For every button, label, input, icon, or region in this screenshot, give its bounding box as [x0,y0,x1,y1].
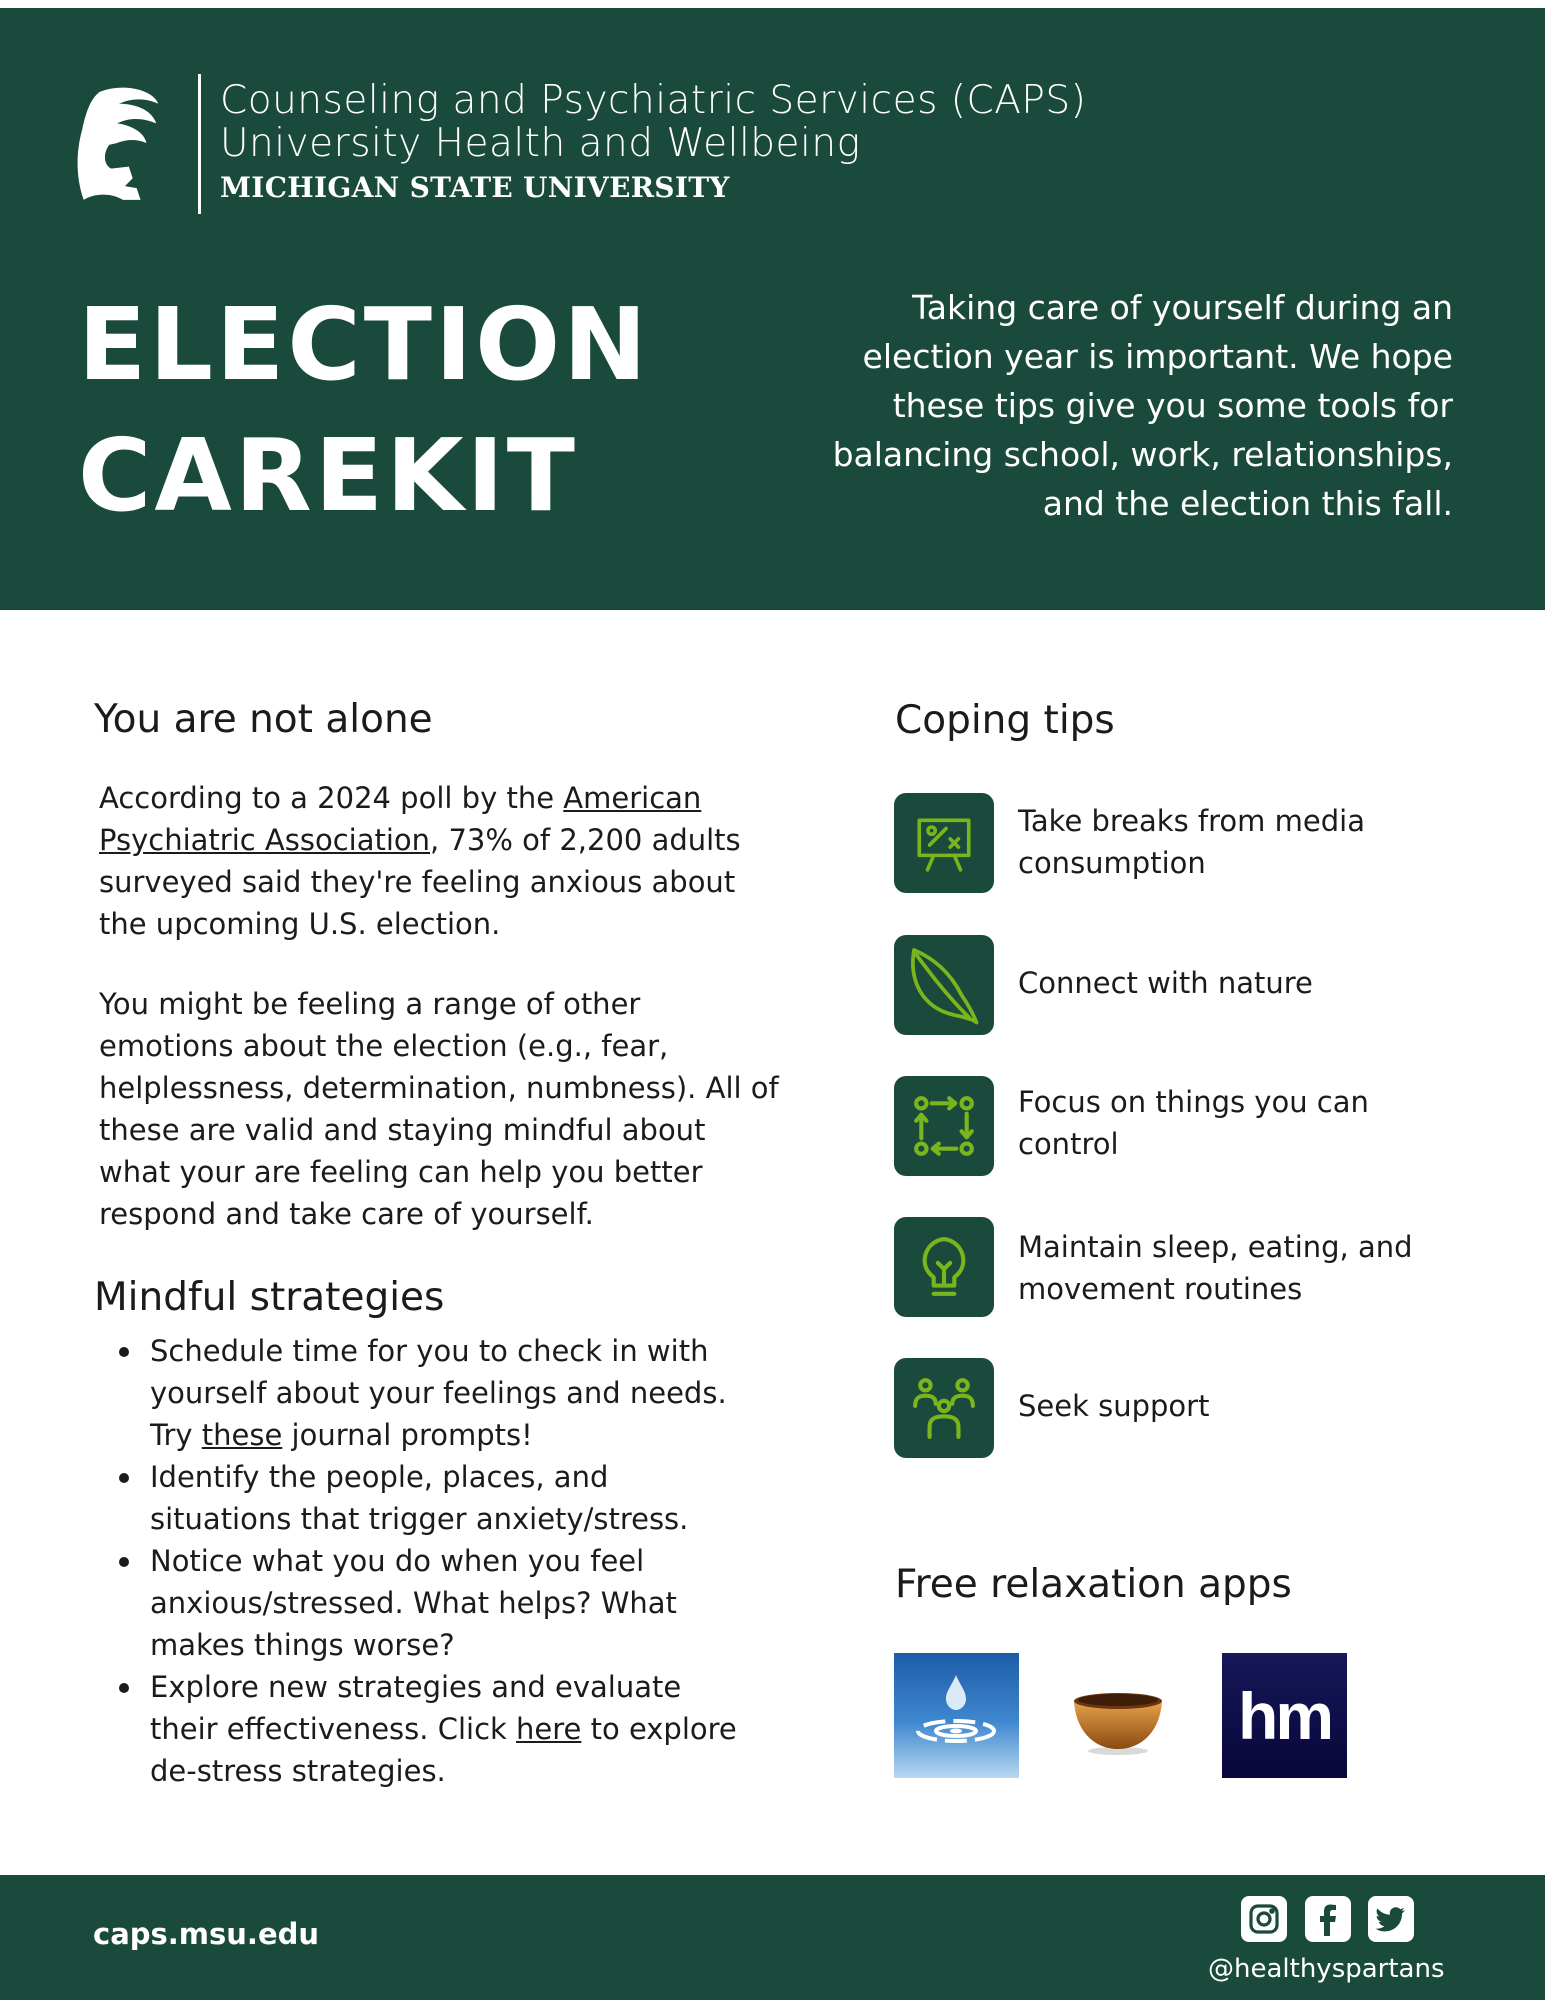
tip-text: Maintain sleep, eating, and movement routines [1018,1230,1413,1306]
emotions-paragraph: You might be feeling a range of other emotions about the election (e.g., fear, helplessness, determination, numbness). All of these are valid and staying mindful about what your are feeling can help you better respond and take care of yourself. [99,987,779,1231]
facebook-icon[interactable] [1305,1896,1351,1942]
apa-link[interactable]: American Psychiatric Association [99,781,702,857]
list-item: Identify the people, places, and situations that trigger anxiety/stress. [150,1456,750,1540]
poll-text: According to a 2024 poll by the [99,781,564,815]
tip-text: Focus on things you can control [1018,1085,1369,1161]
header-banner [0,8,1545,610]
water-drop-app-icon[interactable] [894,1653,1019,1778]
heading-not-alone: You are not alone [94,697,433,742]
page-title-line-1: ELECTION [78,286,650,403]
poll-paragraph [99,777,779,945]
journal-prompts-link[interactable]: these [201,1418,283,1452]
intro-line: and the election this fall. [1042,484,1453,523]
intro-line: election year is important. We hope [862,337,1453,376]
intro-line: balancing school, work, relationships, [832,435,1453,474]
list-item [150,1666,750,1792]
de-stress-link[interactable]: here [516,1712,582,1746]
website-link[interactable]: caps.msu.edu [93,1917,320,1951]
hm-logo-text: hm [1238,1678,1331,1753]
spartan-helmet-icon [70,84,168,202]
hm-app-icon[interactable] [1222,1653,1347,1778]
process-flow-icon [894,1076,994,1176]
list-item-text: to explore de-stress strategies. [150,1712,737,1788]
social-handle[interactable]: @healthyspartans [1208,1954,1445,1984]
intro-line: these tips give you some tools for [892,386,1453,425]
heading-mindful-strategies: Mindful strategies [94,1275,445,1320]
page-title-line-2: CAREKIT [78,417,579,534]
list-item-text: journal prompts! [282,1418,533,1452]
singing-bowl-app-icon[interactable] [1056,1653,1181,1778]
list-item: Notice what you do when you feel anxious/stressed. What helps? What makes things worse? [150,1540,750,1666]
list-item-text: Explore new strategies and evaluate their effectiveness. Click [150,1670,682,1746]
list-item [150,1330,750,1456]
logo-divider [198,74,201,214]
presentation-board-icon [894,793,994,893]
instagram-icon[interactable] [1241,1896,1287,1942]
list-item-text: Schedule time for you to check in with yourself about your feelings and needs. Try [150,1334,727,1452]
tip-text: Take breaks from media consumption [1018,804,1365,880]
intro-line: Taking care of yourself during an [912,288,1453,327]
tip-text: Connect with nature [1018,966,1313,1000]
heading-relaxation-apps: Free relaxation apps [895,1562,1292,1607]
org-name-msu: MICHIGAN STATE UNIVERSITY [220,171,730,204]
poll-text: , 73% of 2,200 adults surveyed said they're feeling anxious about the upcoming U.S. election. [99,823,741,941]
mindful-strategies-list [150,1330,750,1792]
heading-coping-tips: Coping tips [895,698,1115,743]
twitter-icon[interactable] [1368,1896,1414,1942]
group-support-icon [894,1358,994,1458]
lightbulb-icon [894,1217,994,1317]
tip-text: Seek support [1018,1389,1210,1423]
leaf-icon [894,935,994,1035]
org-name-caps: Counseling and Psychiatric Services (CAPS) [220,78,1087,123]
org-name-uhw: University Health and Wellbeing [220,121,861,166]
intro-text [733,283,1453,528]
